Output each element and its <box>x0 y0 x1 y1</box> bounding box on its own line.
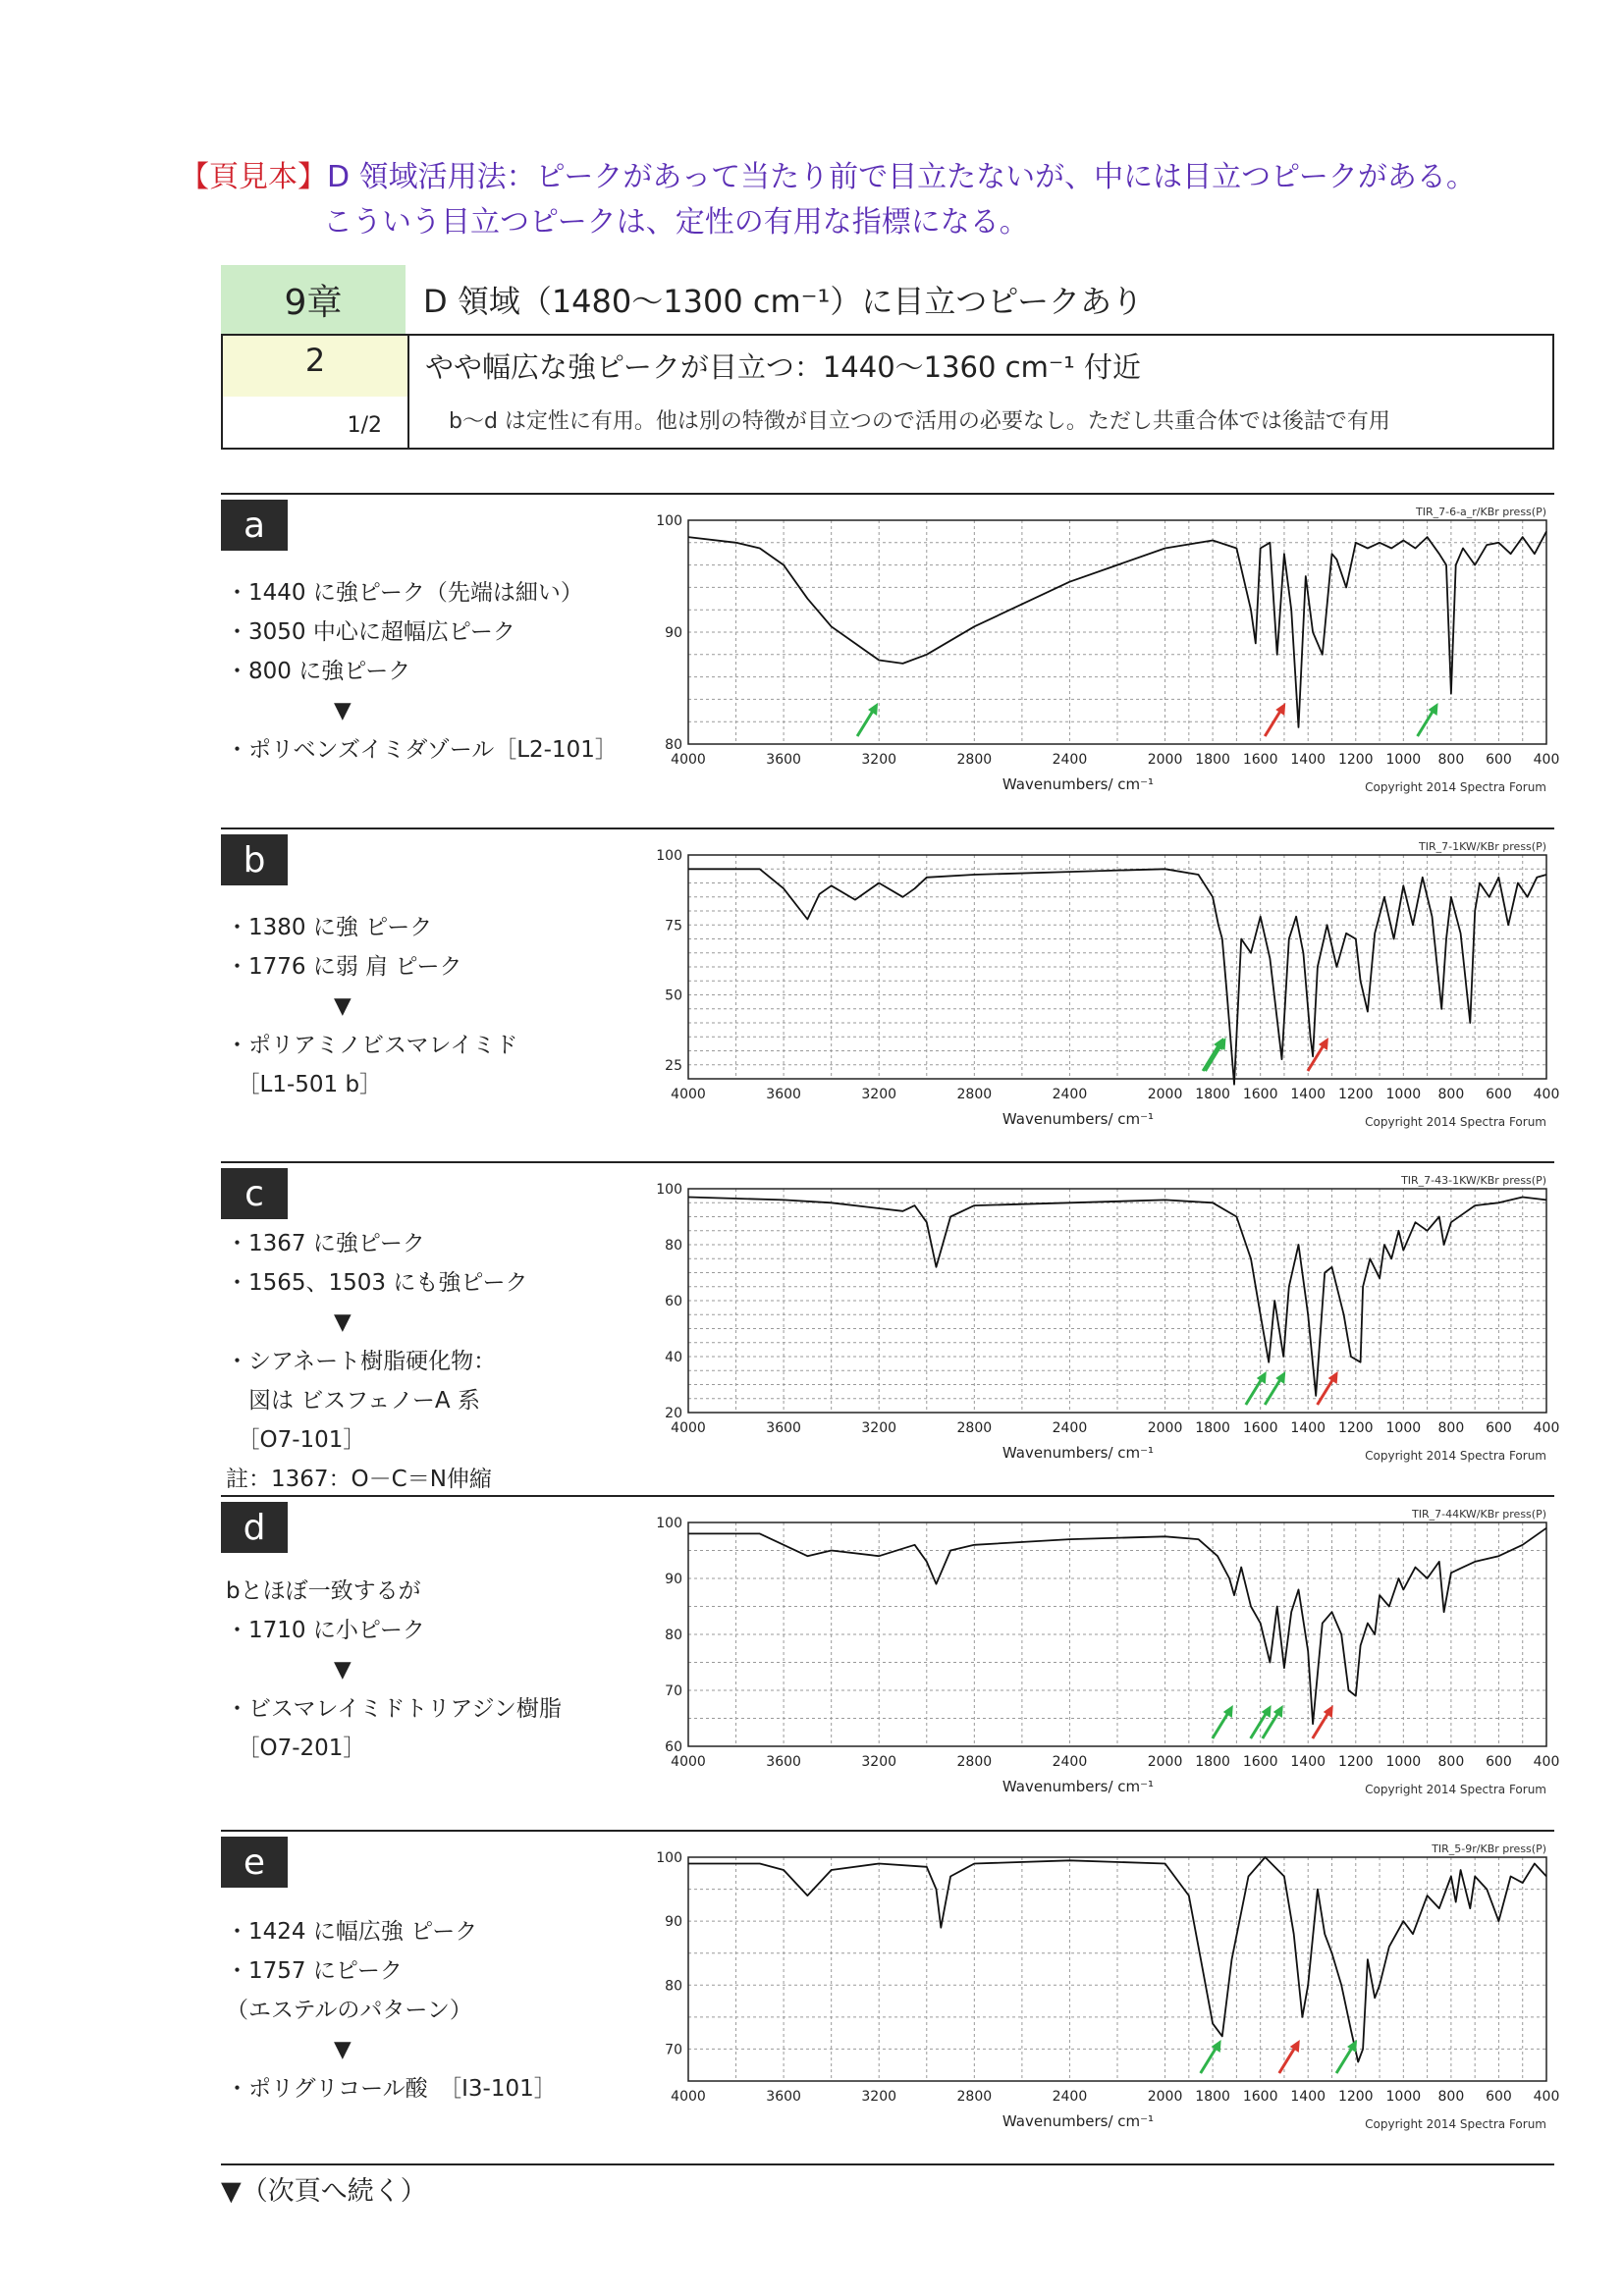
x-tick-label: 2000 <box>1147 2089 1183 2105</box>
x-tick-label: 1800 <box>1195 1754 1230 1770</box>
continued-note: ▼（次頁へ続く） <box>221 2176 427 2207</box>
intro-line-2: こういう目立つピークは、定性の有用な指標になる。 <box>323 205 1029 240</box>
x-tick-label: 1400 <box>1290 2089 1326 2105</box>
desc-line: bとほぼ一致するが <box>226 1578 421 1604</box>
green-arrow-icon <box>1265 1371 1285 1405</box>
x-tick-label: 800 <box>1437 752 1465 768</box>
grid <box>688 1522 1546 1746</box>
x-tick-label: 2800 <box>956 1420 993 1436</box>
arrow-shaft <box>1313 1713 1328 1738</box>
spectrum-svg <box>633 493 1560 823</box>
x-tick-label: 4000 <box>671 1420 706 1436</box>
y-tick-label: 70 <box>665 1683 682 1699</box>
green-arrow-icon <box>1251 1705 1272 1738</box>
red-arrow-icon <box>1279 2040 1300 2073</box>
x-tick-label: 400 <box>1533 2089 1560 2105</box>
intro-tag: 【頁見本】 <box>180 160 327 194</box>
x-tick-label: 1600 <box>1242 1754 1278 1770</box>
grid <box>688 520 1546 744</box>
arrow-shaft <box>1418 711 1434 736</box>
y-tick-label: 90 <box>665 1572 682 1587</box>
copyright-label: Copyright 2014 Spectra Forum <box>1365 2117 1546 2131</box>
down-arrow-icon: ▼ <box>334 1309 352 1335</box>
x-tick-label: 2000 <box>1147 752 1183 768</box>
panel-description <box>226 1224 527 1499</box>
y-tick-label: 90 <box>665 1914 682 1931</box>
y-tick-label: 70 <box>665 2042 682 2058</box>
x-tick-label: 1600 <box>1242 752 1278 768</box>
x-tick-label: 800 <box>1437 1087 1465 1102</box>
desc-line: ・1710 に小ピーク <box>226 1618 425 1643</box>
x-axis-label: Wavenumbers/ cm⁻¹ <box>1001 775 1155 793</box>
spectrum-id-label: TIR_7-6-a_r/KBr press(P) <box>1416 506 1546 518</box>
x-tick-label: 1000 <box>1385 2089 1422 2105</box>
x-tick-label: 1800 <box>1195 2089 1230 2105</box>
desc-line: ・ポリベンズイミダゾール［L2-101］ <box>226 737 618 763</box>
y-tick-label: 100 <box>656 848 682 864</box>
x-tick-label: 1000 <box>1385 1754 1422 1770</box>
desc-line: ・3050 中心に超幅広ピーク <box>226 619 515 645</box>
panel-badge: d <box>221 1502 288 1553</box>
y-tick-label: 100 <box>656 513 682 529</box>
green-arrow-icon <box>1246 1371 1267 1405</box>
x-tick-label: 1600 <box>1242 1087 1278 1102</box>
arrow-shaft <box>1201 2048 1217 2073</box>
x-tick-label: 3600 <box>766 2089 801 2105</box>
desc-line: ・シアネート樹脂硬化物： <box>226 1349 497 1374</box>
red-arrow-icon <box>1265 703 1285 736</box>
x-tick-label: 1400 <box>1290 1087 1326 1102</box>
x-tick-label: 4000 <box>671 1087 706 1102</box>
spectrum-svg <box>633 1830 1560 2160</box>
x-tick-label: 4000 <box>671 1754 706 1770</box>
ir-spectrum-chart <box>633 1830 1560 2160</box>
panel-a <box>221 493 1560 825</box>
x-tick-label: 600 <box>1486 2089 1512 2105</box>
spectrum-svg <box>633 1161 1560 1491</box>
chapter-title: D 領域（1480～1300 cm⁻¹）に目立つピークあり <box>423 283 1144 320</box>
x-axis-label: Wavenumbers/ cm⁻¹ <box>1001 2112 1155 2130</box>
section-title: やや幅広な強ピークが目立つ：1440～1360 cm⁻¹ 付近 <box>425 350 1142 384</box>
y-tick-label: 80 <box>665 737 682 753</box>
x-tick-label: 400 <box>1533 1754 1560 1770</box>
y-tick-label: 25 <box>665 1057 682 1074</box>
arrow-shaft <box>1308 1045 1324 1071</box>
panel-c <box>221 1161 1560 1493</box>
arrow-shaft <box>1336 2048 1352 2073</box>
x-axis-label: Wavenumbers/ cm⁻¹ <box>1001 1110 1155 1128</box>
desc-note: 註：1367：O－C＝N伸縮 <box>226 1467 492 1492</box>
y-tick-label: 75 <box>665 918 682 934</box>
x-tick-label: 1400 <box>1290 752 1326 768</box>
x-tick-label: 400 <box>1533 1087 1560 1102</box>
panel-b <box>221 828 1560 1159</box>
arrow-shaft <box>1203 1045 1218 1071</box>
arrow-shaft <box>1318 1379 1333 1405</box>
x-tick-label: 400 <box>1533 752 1560 768</box>
y-tick-label: 80 <box>665 1238 682 1254</box>
desc-line: ・1367 に強ピーク <box>226 1231 425 1256</box>
x-axis-label: Wavenumbers/ cm⁻¹ <box>1001 1778 1155 1795</box>
chapter-header <box>221 265 1554 450</box>
spectrum-id-label: TIR_7-44KW/KBr press(P) <box>1412 1508 1546 1521</box>
intro-line-1: D 領域活用法：ピークがあって当たり前で目立たないが、中には目立つピークがある。 <box>327 160 1476 194</box>
x-tick-label: 600 <box>1486 1754 1512 1770</box>
y-tick-label: 50 <box>665 988 682 1004</box>
x-tick-label: 600 <box>1486 752 1512 768</box>
desc-line: ［L1-501 b］ <box>226 1072 383 1097</box>
x-tick-label: 2400 <box>1052 1087 1088 1102</box>
x-axis-label: Wavenumbers/ cm⁻¹ <box>1001 1444 1155 1462</box>
panel-description <box>226 1572 562 1768</box>
y-tick-label: 100 <box>656 1850 682 1866</box>
panel-rule <box>221 2163 1554 2165</box>
x-tick-label: 1200 <box>1337 1087 1374 1102</box>
y-tick-label: 80 <box>665 1978 682 1995</box>
down-arrow-icon: ▼ <box>334 2037 352 2062</box>
arrow-shaft <box>1265 711 1280 736</box>
spectrum-id-label: TIR_7-1KW/KBr press(P) <box>1419 840 1546 853</box>
x-tick-label: 1200 <box>1337 752 1374 768</box>
x-tick-label: 2000 <box>1147 1754 1183 1770</box>
ir-spectrum-chart <box>633 493 1560 823</box>
panel-d <box>221 1495 1560 1827</box>
section-text-cell <box>409 336 1552 448</box>
x-tick-label: 1200 <box>1337 1420 1374 1436</box>
copyright-label: Copyright 2014 Spectra Forum <box>1365 1115 1546 1129</box>
chapter-number: 9章 <box>221 265 406 334</box>
x-tick-label: 2400 <box>1052 1420 1088 1436</box>
grid <box>688 1189 1546 1413</box>
y-tick-label: 100 <box>656 1516 682 1531</box>
section-note: b～d は定性に有用。他は別の特徴が目立つので活用の必要なし。ただし共重合体では後詰で有用 <box>449 409 1390 434</box>
y-tick-label: 90 <box>665 625 682 641</box>
arrow-shaft <box>1246 1379 1262 1405</box>
panel-badge: e <box>221 1837 288 1888</box>
desc-line: ・800 に強ピーク <box>226 659 411 684</box>
ir-spectrum-chart <box>633 828 1560 1157</box>
desc-line: ・1776 に弱 肩 ピーク <box>226 954 462 980</box>
desc-line: ・1440 に強ピーク（先端は細い） <box>226 580 583 606</box>
x-tick-label: 1800 <box>1195 752 1230 768</box>
desc-line: ・ビスマレイミドトリアジン樹脂 <box>226 1696 562 1722</box>
panel-badge: c <box>221 1168 288 1219</box>
spectrum-svg <box>633 828 1560 1157</box>
desc-line: ［O7-101］ <box>226 1427 366 1453</box>
copyright-label: Copyright 2014 Spectra Forum <box>1365 1783 1546 1796</box>
x-tick-label: 1000 <box>1385 1087 1422 1102</box>
green-arrow-icon <box>1213 1705 1233 1738</box>
x-tick-label: 600 <box>1486 1420 1512 1436</box>
x-tick-label: 2400 <box>1052 2089 1088 2105</box>
desc-line: ・1380 に強 ピーク <box>226 915 433 940</box>
desc-line: ・ポリアミノビスマレイミド <box>226 1033 518 1058</box>
x-tick-label: 800 <box>1437 1754 1465 1770</box>
spectrum-id-label: TIR_7-43-1KW/KBr press(P) <box>1401 1174 1546 1187</box>
x-tick-label: 2800 <box>956 2089 993 2105</box>
copyright-label: Copyright 2014 Spectra Forum <box>1365 780 1546 794</box>
desc-line: （エステルのパターン） <box>226 1998 472 2023</box>
x-tick-label: 1600 <box>1242 1420 1278 1436</box>
x-tick-label: 2400 <box>1052 752 1088 768</box>
down-arrow-icon: ▼ <box>334 993 352 1019</box>
x-tick-label: 3200 <box>861 1420 897 1436</box>
x-tick-label: 2800 <box>956 1754 993 1770</box>
desc-line: ［O7-201］ <box>226 1735 366 1761</box>
x-tick-label: 3200 <box>861 1087 897 1102</box>
x-tick-label: 1800 <box>1195 1087 1230 1102</box>
green-arrow-icon <box>1336 2040 1357 2073</box>
green-arrow-icon <box>857 703 878 736</box>
x-tick-label: 3200 <box>861 752 897 768</box>
panel-badge: b <box>221 834 288 885</box>
y-tick-label: 100 <box>656 1182 682 1198</box>
green-arrow-icon <box>1418 703 1438 736</box>
x-tick-label: 3600 <box>766 1087 801 1102</box>
ir-spectrum-chart <box>633 1161 1560 1491</box>
desc-line: ・1565、1503 にも強ピーク <box>226 1270 528 1296</box>
arrow-shaft <box>1279 2048 1295 2073</box>
x-tick-label: 2000 <box>1147 1087 1183 1102</box>
red-arrow-icon <box>1318 1371 1338 1405</box>
desc-line: ・1424 に幅広強 ピーク <box>226 1919 478 1945</box>
section-number-cell <box>223 336 409 448</box>
panel-e <box>221 1830 1560 2162</box>
arrow-shaft <box>857 711 873 736</box>
ir-spectrum-chart <box>633 1495 1560 1825</box>
green-arrow-icon <box>1201 2040 1221 2073</box>
desc-line: ・1757 にピーク <box>226 1958 403 1984</box>
x-tick-label: 1800 <box>1195 1420 1230 1436</box>
x-tick-label: 800 <box>1437 2089 1465 2105</box>
green-arrow-icon <box>1206 1038 1226 1071</box>
x-tick-label: 1000 <box>1385 1420 1422 1436</box>
x-tick-label: 2000 <box>1147 1420 1183 1436</box>
x-tick-label: 3200 <box>861 2089 897 2105</box>
x-tick-label: 1400 <box>1290 1754 1326 1770</box>
x-tick-label: 3200 <box>861 1754 897 1770</box>
arrow-shaft <box>1265 1379 1280 1405</box>
x-tick-label: 1600 <box>1242 2089 1278 2105</box>
panel-description <box>226 908 517 1104</box>
y-tick-label: 60 <box>665 1294 682 1309</box>
y-tick-label: 40 <box>665 1350 682 1365</box>
spectrum-id-label: TIR_5-9r/KBr press(P) <box>1432 1842 1546 1855</box>
x-tick-label: 4000 <box>671 2089 706 2105</box>
x-tick-label: 1200 <box>1337 2089 1374 2105</box>
x-tick-label: 1000 <box>1385 752 1422 768</box>
panel-description <box>226 573 618 770</box>
section-number: 2 <box>304 342 326 379</box>
x-tick-label: 3600 <box>766 1754 801 1770</box>
arrow-shaft <box>1213 1713 1228 1738</box>
x-tick-label: 800 <box>1437 1420 1465 1436</box>
grid <box>688 855 1546 1079</box>
x-tick-label: 3600 <box>766 1420 801 1436</box>
grid <box>688 1857 1546 2081</box>
down-arrow-icon: ▼ <box>334 698 352 723</box>
x-tick-label: 2800 <box>956 1087 993 1102</box>
x-tick-label: 1200 <box>1337 1754 1374 1770</box>
desc-line: ・ポリグリコール酸 ［I3-101］ <box>226 2076 557 2102</box>
x-tick-label: 2400 <box>1052 1754 1088 1770</box>
down-arrow-icon: ▼ <box>334 1657 352 1682</box>
panel-badge: a <box>221 500 288 551</box>
section-box <box>221 334 1554 450</box>
x-tick-label: 1400 <box>1290 1420 1326 1436</box>
y-tick-label: 80 <box>665 1628 682 1643</box>
desc-line: 図は ビスフェノーA 系 <box>226 1388 480 1414</box>
y-tick-label: 20 <box>665 1406 682 1421</box>
y-tick-label: 60 <box>665 1739 682 1755</box>
x-tick-label: 400 <box>1533 1420 1560 1436</box>
x-tick-label: 3600 <box>766 752 801 768</box>
copyright-label: Copyright 2014 Spectra Forum <box>1365 1449 1546 1463</box>
spectrum-svg <box>633 1495 1560 1825</box>
x-tick-label: 4000 <box>671 752 706 768</box>
red-arrow-icon <box>1313 1705 1333 1738</box>
panel-description <box>226 1912 557 2109</box>
section-page: 1/2 <box>347 413 382 438</box>
x-tick-label: 2800 <box>956 752 993 768</box>
intro-text <box>180 155 1476 245</box>
x-tick-label: 600 <box>1486 1087 1512 1102</box>
